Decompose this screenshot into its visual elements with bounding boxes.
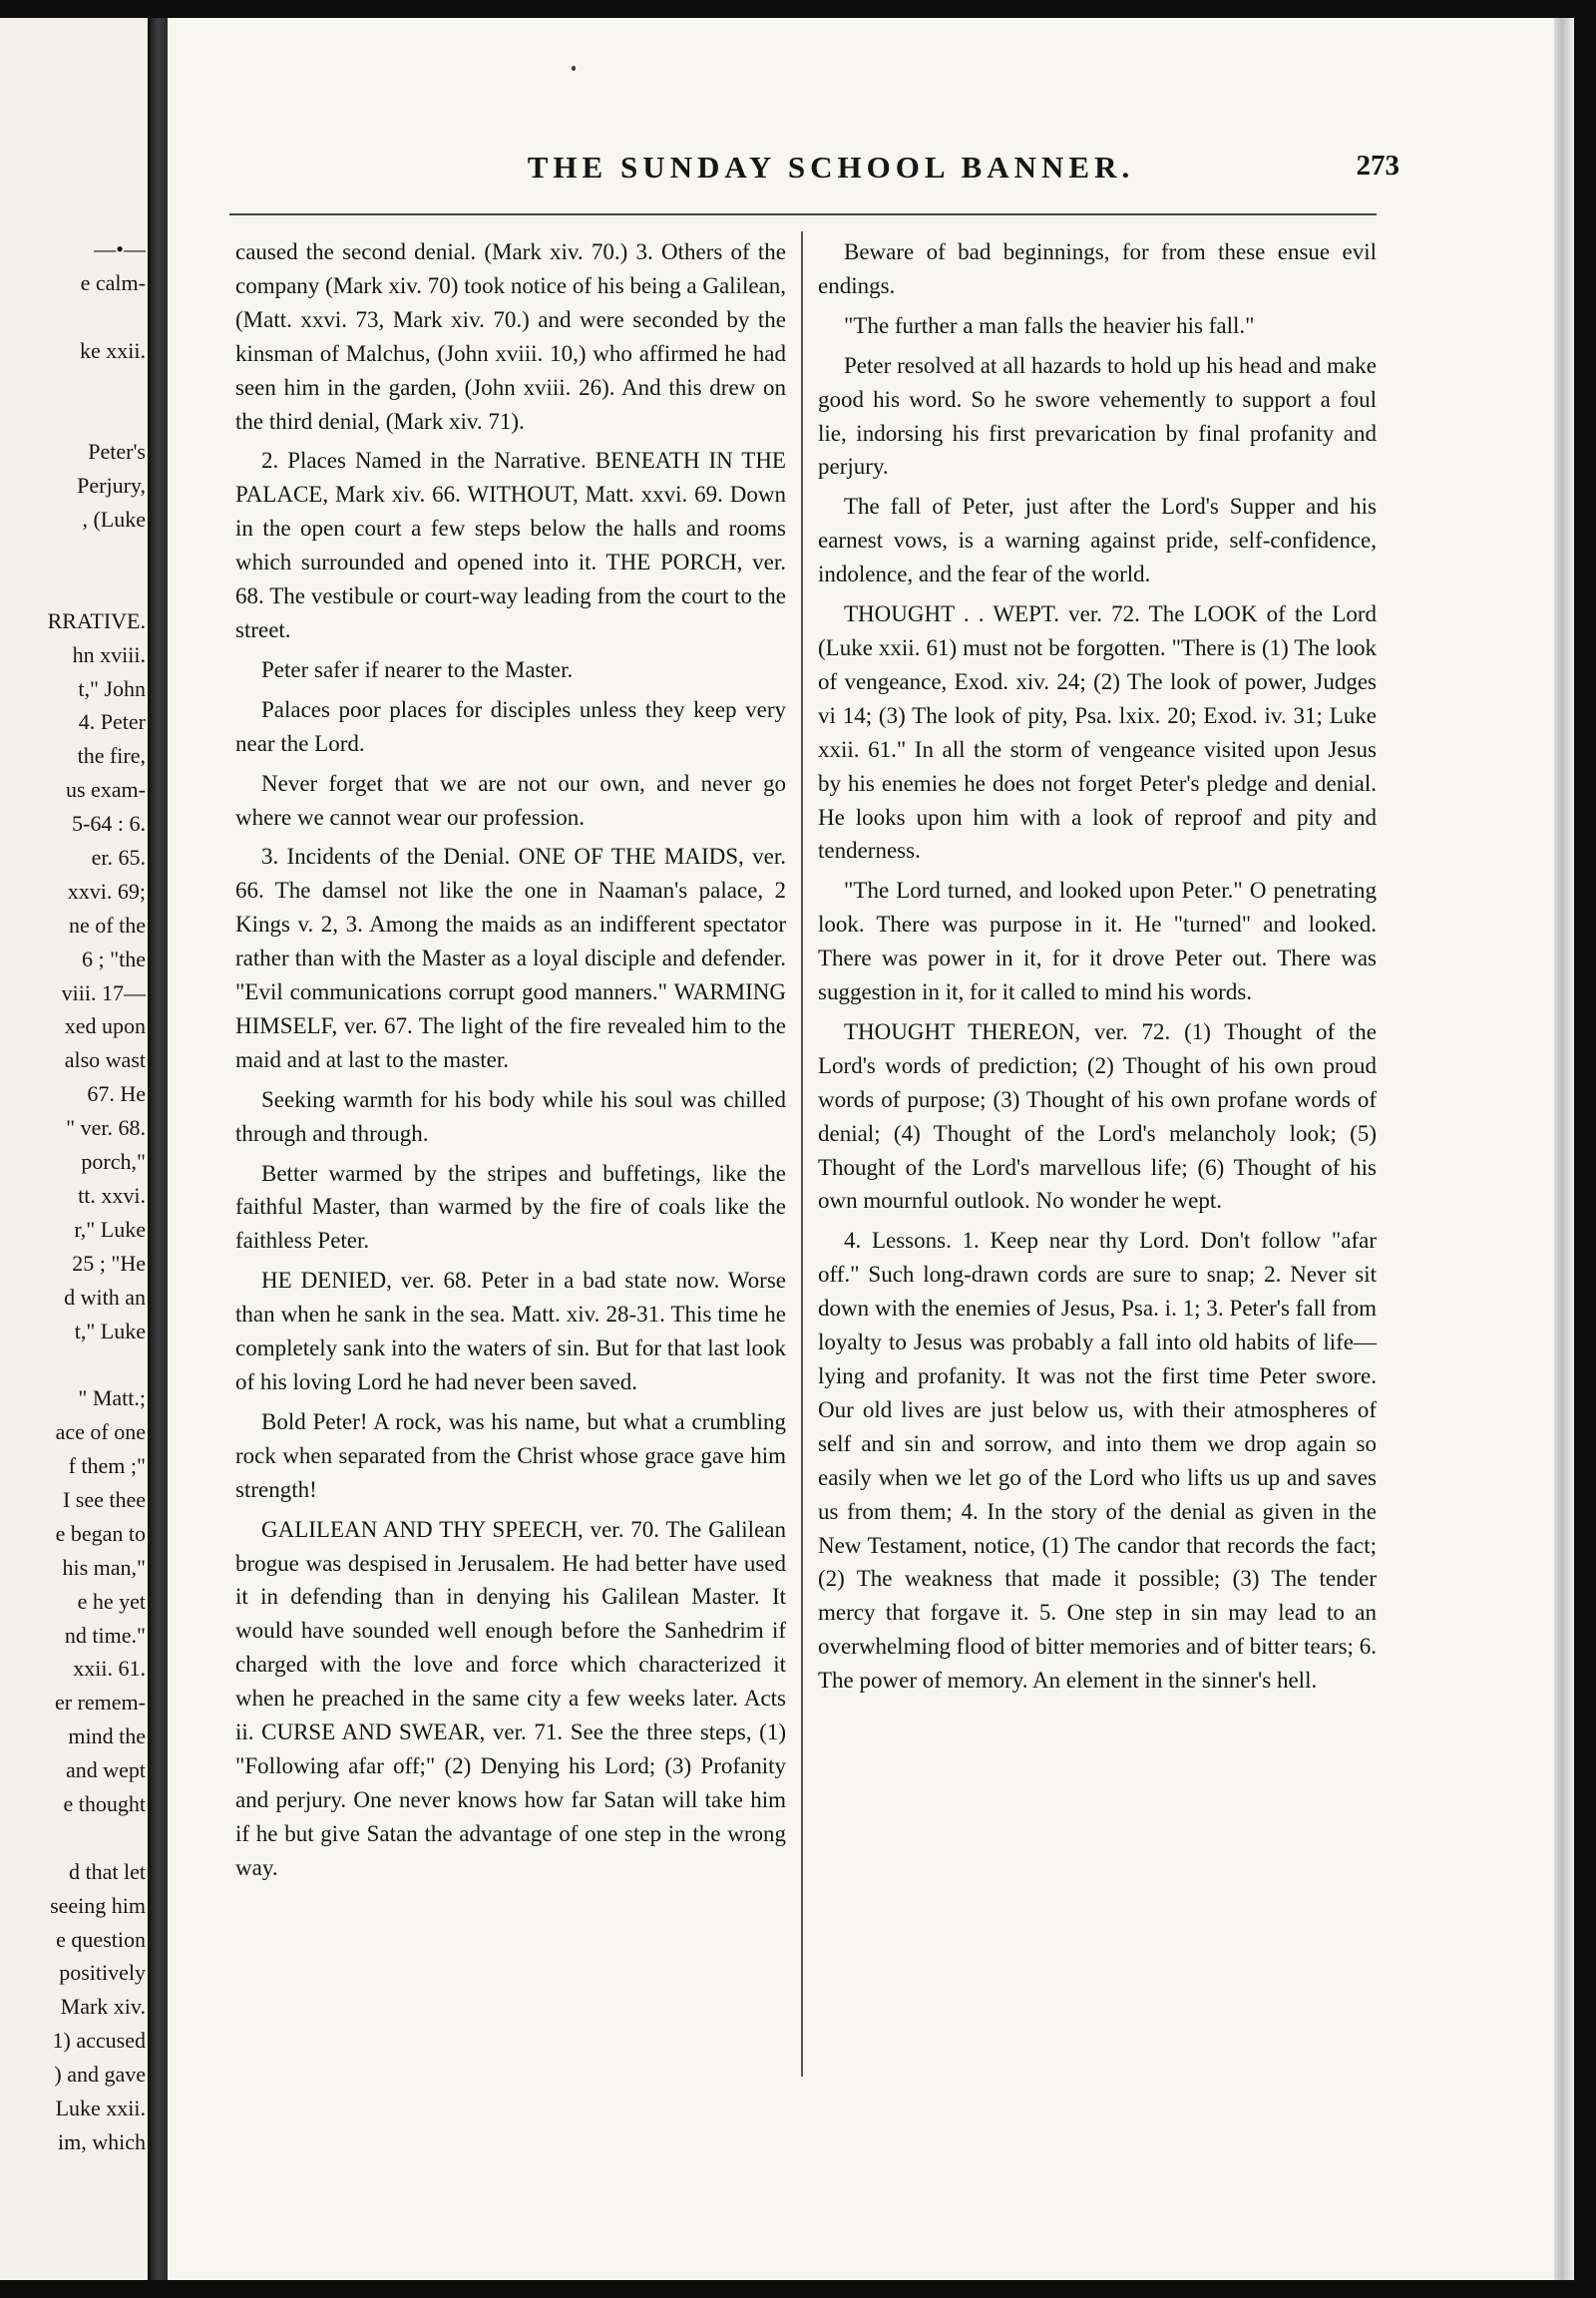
left-page-line: xxvi. 69; bbox=[67, 878, 146, 904]
left-page-line: r," Luke bbox=[74, 1216, 146, 1242]
left-page-line: 1) accused bbox=[52, 2028, 146, 2054]
left-page-line: 5-64 : 6. bbox=[72, 811, 146, 837]
paragraph: The fall of Peter, just after the Lord's Supper and his earnest vows, is a warning against pride, self-confidence, indolence, and the fear of the world. bbox=[818, 494, 1377, 587]
left-page-line bbox=[0, 1821, 148, 1855]
left-page-line: Mark xiv. bbox=[60, 1994, 146, 2020]
left-page-line bbox=[0, 537, 148, 571]
left-page-line: —•— bbox=[94, 236, 146, 261]
left-page-line: the fire, bbox=[77, 743, 146, 769]
paragraph: THOUGHT . . WEPT. ver. 72. The LOOK of the Lord (Luke xxii. 61) must not be forgotten. "There is (1) The look of vengeance, Exod. xiv. 24; (2) The look of power, Judges vi 14; (3) The look of pity, Psa. lxix. 20; Exod. iv. 31; Luke xxii. 61." In all the storm of vengeance visited upon Jesus by his enemies he does not forget Peter's pledge and denial. He looks upon him with a look of reproof and pity and tenderness. bbox=[818, 601, 1377, 864]
left-page-line: 6 ; "the bbox=[82, 946, 146, 971]
left-page-line bbox=[0, 1347, 148, 1381]
left-page-line: xxii. 61. bbox=[73, 1656, 146, 1682]
paragraph: Never forget that we are not our own, and never go where we cannot wear our profession. bbox=[235, 770, 786, 830]
left-page-line: hn xviii. bbox=[72, 641, 146, 667]
paragraph: Better warmed by the stripes and buffetings, like the faithful Master, than warmed by the fire of coals like the faithless Peter. bbox=[235, 1160, 786, 1254]
left-page-line: 4. Peter bbox=[78, 709, 146, 735]
book-gutter bbox=[150, 18, 168, 2280]
left-page-line: " Matt.; bbox=[78, 1385, 146, 1411]
left-page-line bbox=[0, 300, 148, 334]
left-page-line: RRATIVE. bbox=[47, 607, 146, 633]
column-divider bbox=[801, 231, 803, 2077]
left-page-line: xed upon bbox=[64, 1013, 146, 1039]
left-page-line: 67. He bbox=[87, 1081, 146, 1107]
left-page-line: im, which bbox=[58, 2128, 146, 2154]
left-page-line: d with an bbox=[64, 1284, 146, 1310]
paragraph: GALILEAN AND THY SPEECH, ver. 70. The Galilean brogue was despised in Jerusalem. He had better have used it in defending than in denying his Galilean Master. It would have sounded well enough before the Sanhedrim if charged with the love and force which characterized it when he preached in the same city a few weeks later. Acts ii. CURSE AND SWEAR, ver. 71. See the three steps, (1) "Following afar off;" (2) Denying his Lord; (3) Profanity and perjury. One never knows how far Satan will take him if he but give Satan the advantage of one step in the wrong way. bbox=[235, 1516, 786, 1880]
paragraph: Peter safer if nearer to the Master. bbox=[261, 656, 574, 682]
left-page-line: mind the bbox=[68, 1724, 146, 1749]
left-page-line bbox=[0, 571, 148, 604]
left-page-line: er remem- bbox=[55, 1690, 146, 1716]
paragraph: 3. Incidents of the Denial. ONE OF THE MAIDS, ver. 66. The damsel not like the one in Naaman's palace, 2 Kings v. 2, 3. Among the maids as an indifferent spectator rather than with the Master as a loyal disciple and defender. "Evil communications corrupt good manners." WARMING HIMSELF, ver. 67. The light of the fire revealed him to the maid and at last to the master. bbox=[235, 844, 786, 1072]
left-page-line: ne of the bbox=[69, 912, 146, 938]
left-page-line: and wept bbox=[65, 1757, 146, 1783]
left-page-line: viii. 17— bbox=[61, 979, 146, 1005]
left-page-line: his man," bbox=[62, 1554, 146, 1580]
left-page-line: e began to bbox=[55, 1520, 146, 1546]
paragraph: "The further a man falls the heavier his fall." bbox=[844, 312, 1255, 338]
left-page-line: d that let bbox=[69, 1858, 146, 1884]
left-page-line: e he yet bbox=[77, 1588, 146, 1614]
page-edge bbox=[1554, 18, 1574, 2280]
left-page-line bbox=[0, 401, 148, 435]
left-page-line: Perjury, bbox=[77, 473, 146, 499]
paragraph: Seeking warmth for his body while his soul was chilled through and through. bbox=[235, 1086, 786, 1146]
paragraph: Beware of bad beginnings, for from these ensue evil endings. bbox=[818, 239, 1377, 298]
left-page-line: e thought bbox=[63, 1790, 146, 1816]
paragraph: HE DENIED, ver. 68. Peter in a bad state now. Worse than when he sank in the sea. Matt. xiv. 28-31. This time he completely sank into the waters of sin. But for that last look of his loving Lord he had never been saved. bbox=[235, 1268, 786, 1394]
left-page-edge bbox=[0, 18, 148, 2280]
ink-speck bbox=[572, 66, 576, 71]
left-page-line: Peter's bbox=[88, 439, 146, 465]
header-rule bbox=[229, 213, 1377, 215]
left-page-line: f them ;" bbox=[68, 1453, 146, 1479]
left-page-line: e calm- bbox=[80, 269, 146, 295]
left-page-line: , (Luke bbox=[82, 507, 146, 533]
paragraph: THOUGHT THEREON, ver. 72. (1) Thought of the Lord's words of prediction; (2) Thought of his own proud words of purpose; (3) Thought of his own profane words of denial; (4) Thought of the Lord's melancholy look; (5) Thought of the Lord's marvellous life; (6) Thought of his own mournful outlook. No wonder he wept. bbox=[818, 1018, 1377, 1214]
left-page-line: tt. xxvi. bbox=[78, 1182, 146, 1208]
paragraph: Peter resolved at all hazards to hold up his head and make good his word. So he swore vehemently to support a foul lie, indorsing his first prevarication by final profanity and perjury. bbox=[818, 352, 1377, 480]
left-page-line: ace of one bbox=[55, 1419, 146, 1445]
text-column-left bbox=[235, 235, 786, 1891]
left-page-line: nd time." bbox=[64, 1622, 146, 1648]
left-page-line: I see thee bbox=[62, 1486, 146, 1512]
paragraph: Bold Peter! A rock, was his name, but what a crumbling rock when separated from the Christ whose grace gave him strength! bbox=[235, 1408, 786, 1502]
left-page-line: Luke xxii. bbox=[55, 2095, 146, 2120]
paragraph: "The Lord turned, and looked upon Peter." O penetrating look. There was purpose in it. He "turned" and looked. There was power in it, for it drove Peter out. There was suggestion in it, for it called to mind his words. bbox=[818, 878, 1377, 1005]
left-page-line: er. 65. bbox=[91, 845, 146, 871]
left-page-line: 25 ; "He bbox=[72, 1250, 146, 1276]
text-column-right bbox=[818, 235, 1377, 1704]
left-page-line: ) and gave bbox=[54, 2062, 146, 2088]
left-page-line: us exam- bbox=[65, 777, 146, 803]
left-page-line: positively bbox=[59, 1960, 146, 1986]
left-page-line: ke xxii. bbox=[80, 337, 146, 363]
paragraph: Palaces poor places for disciples unless they keep very near the Lord. bbox=[235, 696, 786, 756]
paragraph: caused the second denial. (Mark xiv. 70.) 3. Others of the company (Mark xiv. 70) took notice of his being a Galilean, (Matt. xxvi. 73, Mark xiv. 70.) and were seconded by the kinsman of Malchus, (John xviii. 10,) who affirmed he had seen him in the garden, (John xviii. 26). And this drew on the third denial, (Mark xiv. 71). bbox=[235, 239, 786, 434]
page-title: THE SUNDAY SCHOOL BANNER. bbox=[527, 150, 1135, 185]
paragraph: 4. Lessons. 1. Keep near thy Lord. Don't follow "afar off." Such long-drawn cords are sure to snap; 2. Never sit down with the enemies of Jesus, Psa. i. 1; 3. Peter's fall from loyalty to Jesus was probably a fall into old habits of life—lying and profanity. It was not the first time Peter swore. Our old lives are just below us, with their atmospheres of self and sin and sorrow, and into them we drop again so easily when we let go of the Lord who lifts us up and saves us from them; 4. In the story of the denial as given in the New Testament, notice, (1) The candor that records the fact; (2) The weakness that made it possible; (3) The tender mercy that forgave it. 5. One step in sin may lead to an overwhelming flood of bitter memories and of bitter tears; 6. The power of memory. An element in the sinner's hell. bbox=[818, 1228, 1377, 1694]
paragraph: 2. Places Named in the Narrative. BENEATH IN THE PALACE, Mark xiv. 66. WITHOUT, Matt. xxvi. 69. Down in the open court a few steps below the halls and rooms which surrounded and opened into it. THE PORCH, ver. 68. The vestibule or court-way leading from the court to the street. bbox=[235, 448, 786, 642]
left-page-text-fragments bbox=[0, 232, 148, 2159]
page-number: 273 bbox=[1356, 150, 1399, 182]
left-page-line bbox=[0, 368, 148, 402]
left-page-line: e question bbox=[56, 1926, 146, 1952]
left-page-line: " ver. 68. bbox=[66, 1115, 146, 1141]
left-page-line: also wast bbox=[64, 1047, 146, 1073]
left-page-line: porch," bbox=[81, 1149, 146, 1175]
left-page-line: seeing him bbox=[50, 1892, 146, 1918]
left-page-line: t," John bbox=[78, 675, 146, 701]
running-header bbox=[274, 150, 1399, 195]
left-page-line: t," Luke bbox=[74, 1318, 146, 1343]
